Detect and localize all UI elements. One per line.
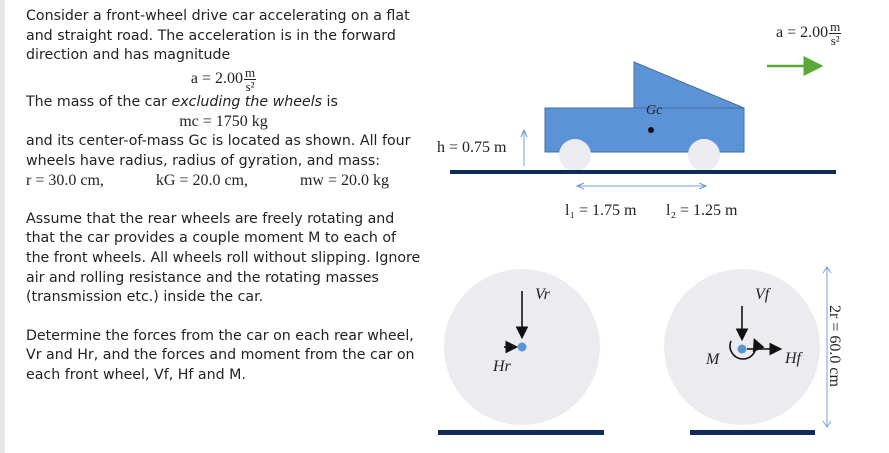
assumption-paragraph: Assume that the rear wheels are freely rotating and that the car provides a couple moment M to each of the front wheels. All wheels roll without slipping. Ignore air and rolling resistance and the rotating masses (transmission etc.) inside the car. xyxy=(26,210,421,306)
front-wheel-hub xyxy=(738,345,747,354)
intro-paragraph: Consider a front-wheel drive car accelerating on a flat and straight road. The acceleration is in the forward direction and has magnitude xyxy=(26,8,410,64)
gc-label: Gc xyxy=(646,103,663,118)
m-label: M xyxy=(706,351,720,368)
com-paragraph: and its center-of-mass Gc is located as shown. All four wheels have radius, radius of gyration, and mass: xyxy=(26,132,411,169)
l2-label: l₂ = 1.25 m xyxy=(666,202,738,219)
determine-paragraph: Determine the forces from the car on each rear wheel, Vr and Hr, and the forces and moment from the car on each front wheel, Vf, Hf and M. xyxy=(26,327,415,383)
front-wheel-small xyxy=(688,139,720,171)
car-center-of-mass xyxy=(648,127,654,133)
rear-wheel-ground xyxy=(438,430,604,435)
diameter-label: 2r = 60.0 cm xyxy=(825,305,843,387)
front-wheel-ground xyxy=(690,430,815,435)
vf-label: Vf xyxy=(755,286,770,303)
l1-label: l₁ = 1.75 m xyxy=(565,202,637,219)
wheel-properties-equation: r = 30.0 cm, kG = 20.0 cm, mw = 20.0 kg xyxy=(26,172,389,190)
mass-paragraph: The mass of the car excluding the wheels is xyxy=(26,93,338,110)
hf-label: Hf xyxy=(785,350,801,367)
ground-line xyxy=(450,170,836,174)
vr-label: Vr xyxy=(535,286,550,303)
car-mass-equation: mc = 1750 kg xyxy=(179,113,268,131)
height-label: h = 0.75 m xyxy=(437,139,507,156)
rear-wheel-hub xyxy=(518,343,527,352)
unit-fraction: $\frac{m}{\text{s²}}$ xyxy=(245,64,256,94)
rear-wheel-small xyxy=(559,139,591,171)
hr-label: Hr xyxy=(493,358,511,375)
acceleration-label: a = 2.00 $\frac{m}{\text{s²}}$ xyxy=(776,19,841,48)
car-cabin xyxy=(634,62,744,108)
acceleration-equation: a = 2.00 $\frac{m}{\text{s²}}$ xyxy=(190,64,256,94)
